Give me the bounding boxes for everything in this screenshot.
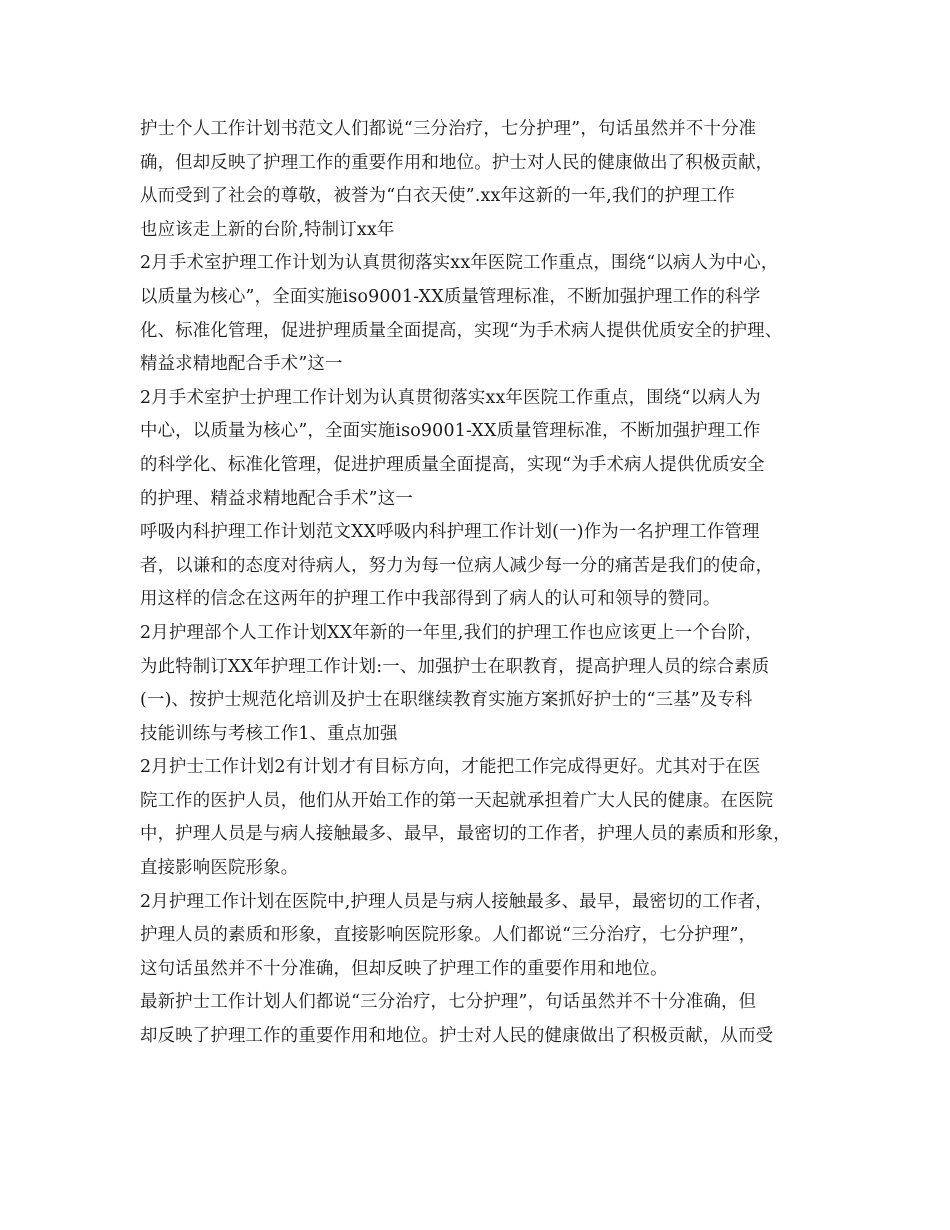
text-line: 用这样的信念在这两年的护理工作中我部得到了病人的认可和领导的赞同。 xyxy=(140,589,721,610)
text-line: 2月手术室护士护理工作计划为认真贯彻落实xx年医院工作重点，围绕“以病人为 xyxy=(140,387,761,408)
paragraph-latest-nurse-plan xyxy=(140,986,830,1053)
paragraph-nurse-work-plan-2 xyxy=(140,751,830,885)
text-line: 2月护理工作计划在医院中,护理人员是与病人接触最多、最早，最密切的工作者， xyxy=(140,891,773,912)
text-line: 以质量为核心”，全面实施iso9001-XX质量管理标准，不断加强护理工作的科学 xyxy=(140,286,761,307)
text-line: 最新护士工作计划人们都说“三分治疗，七分护理”，句话虽然并不十分准确，但 xyxy=(140,992,757,1013)
paragraph-nursing-work-plan xyxy=(140,886,830,987)
document-body xyxy=(140,113,830,1054)
text-line: 2月手术室护理工作计划为认真贯彻落实xx年医院工作重点，围绕“以病人为中心， xyxy=(140,253,779,274)
text-line: 的科学化、标准化管理，促进护理质量全面提高，实现“为手术病人提供优质安全 xyxy=(140,454,765,475)
paragraph-nurse-personal-plan xyxy=(140,113,830,247)
text-line: 为此特制订XX年护理工作计划:一、加强护士在职教育，提高护理人员的综合素质 xyxy=(140,656,770,677)
text-line: 化、标准化管理，促进护理质量全面提高，实现“为手术病人提供优质安全的护理、 xyxy=(140,320,783,341)
text-line: 精益求精地配合手术”这一 xyxy=(140,354,343,375)
text-line: 者，以谦和的态度对待病人，努力为每一位病人减少每一分的痛苦是我们的使命， xyxy=(140,555,774,576)
text-line: 护理人员的素质和形象，直接影响医院形象。人们都说“三分治疗，七分护理”， xyxy=(140,925,757,946)
text-line: 院工作的医护人员，他们从开始工作的第一天起就承担着广大人民的健康。在医院 xyxy=(140,790,774,811)
text-line: 从而受到了社会的尊敬，被誉为“白衣天使”.xx年这新的一年,我们的护理工作 xyxy=(140,186,735,207)
text-line: 护士个人工作计划书范文人们都说“三分治疗，七分护理”，句话虽然并不十分准 xyxy=(140,119,757,139)
text-line: 技能训练与考核工作1、重点加强 xyxy=(140,723,398,744)
text-line: 2月护理部个人工作计划XX年新的一年里,我们的护理工作也应该更上一个台阶， xyxy=(140,622,763,643)
text-line: 直接影响医院形象。 xyxy=(140,858,299,879)
text-line: 2月护士工作计划2有计划才有目标方向，才能把工作完成得更好。尤其对于在医 xyxy=(140,757,761,778)
text-line: 呼吸内科护理工作计划范文XX呼吸内科护理工作计划(一)作为一名护理工作管理 xyxy=(140,522,760,543)
paragraph-operating-room-nursing-plan xyxy=(140,247,830,381)
text-line: 这句话虽然并不十分准确，但却反映了护理工作的重要作用和地位。 xyxy=(140,958,668,979)
text-line: 的护理、精益求精地配合手术”这一 xyxy=(140,488,413,509)
paragraph-nursing-dept-plan xyxy=(140,617,830,751)
text-line: 中心，以质量为核心”，全面实施iso9001-XX质量管理标准，不断加强护理工作 xyxy=(140,421,761,442)
text-line: 中，护理人员是与病人接触最多、最早，最密切的工作者，护理人员的素质和形象， xyxy=(140,824,791,845)
text-line: 确，但却反映了护理工作的重要作用和地位。护士对人民的健康做出了积极贡献， xyxy=(140,152,774,173)
paragraph-respiratory-nursing-plan xyxy=(140,516,830,617)
text-line: 却反映了护理工作的重要作用和地位。护士对人民的健康做出了积极贡献，从而受 xyxy=(140,1026,774,1047)
paragraph-operating-room-nurse-plan xyxy=(140,382,830,516)
text-line: 也应该走上新的台阶,特制订xx年 xyxy=(140,219,395,240)
text-line: (一)、按护士规范化培训及护士在职继续教育实施方案抓好护士的“三基”及专科 xyxy=(140,690,753,711)
